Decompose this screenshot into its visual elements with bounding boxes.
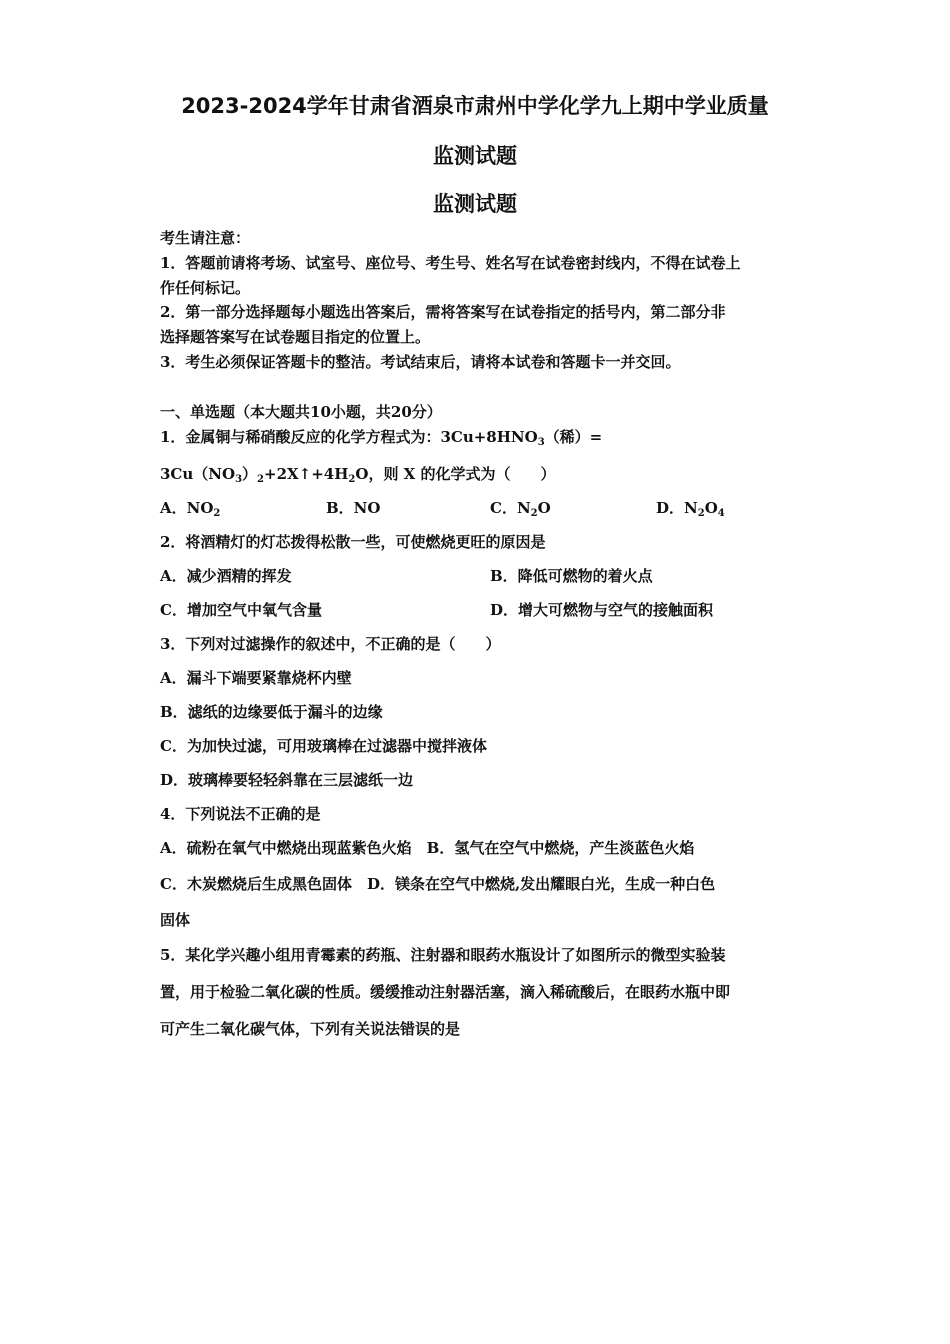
- q4-stem: 4．下列说法不正确的是: [160, 805, 321, 823]
- q3-option-a: A．漏斗下端要紧靠烧杯内壁: [160, 669, 352, 687]
- q1-option-a: A．$NO_2$: [160, 499, 221, 519]
- notice-item-2: 2．第一部分选择题每小题选出答案后，需将答案写在试卷指定的括号内，第二部分非: [160, 303, 726, 321]
- q1-option-b: B．NO: [326, 499, 381, 517]
- q5-stem-line3: 可产生二氧化碳气体，下列有关说法错误的是: [160, 1020, 461, 1038]
- q5-stem-line1: 5．某化学兴趣小组用青霉素的药瓶、注射器和眼药水瓶设计了如图所示的微型实验装: [160, 946, 726, 964]
- q4-options-cd: C．木炭燃烧后生成黑色固体 D．镁条在空气中燃烧,发出耀眼白光，生成一种白色: [160, 875, 716, 893]
- q4-options-ab: A．硫粉在氧气中燃烧出现蓝紫色火焰 B．氢气在空气中燃烧，产生淡蓝色火焰: [160, 839, 695, 857]
- notice-heading: 考生请注意：: [160, 229, 251, 247]
- q1-option-d: D．$N_2O_4$: [656, 499, 725, 519]
- page-subtitle: 监测试题: [433, 192, 517, 216]
- notice-item-2-cont: 选择题答案写在试卷题目指定的位置上。: [160, 328, 431, 346]
- q3-option-d: D．玻璃棒要轻轻斜靠在三层滤纸一边: [160, 771, 414, 789]
- notice-item-1: 1．答题前请将考场、试室号、座位号、考生号、姓名写在试卷密封线内，不得在试卷上: [160, 254, 741, 272]
- section-title: 一、单选题（本大题共10小题，共20分）: [160, 403, 442, 421]
- q2-option-c: C．增加空气中氧气含量: [160, 601, 322, 619]
- page-title-line1: 2023-2024学年甘肃省酒泉市肃州中学化学九上期中学业质量: [181, 94, 769, 118]
- q4-options-cd-cont: 固体: [160, 911, 191, 929]
- q3-stem: 3．下列对过滤操作的叙述中，不正确的是（ ）: [160, 635, 501, 653]
- notice-item-3: 3．考生必须保证答题卡的整洁。考试结束后，请将本试卷和答题卡一并交回。: [160, 353, 681, 371]
- notice-item-1-cont: 作任何标记。: [160, 279, 251, 297]
- q2-option-a: A．减少酒精的挥发: [160, 567, 292, 585]
- q1-option-c: C．$N_2O$: [490, 499, 551, 519]
- q1-stem-line1: 1．金属铜与稀硝酸反应的化学方程式为：$3Cu+8HNO_3$（稀）=: [160, 428, 603, 448]
- q5-stem-line2: 置，用于检验二氧化碳的性质。缓缓推动注射器活塞，滴入稀硫酸后，在眼药水瓶中即: [160, 983, 731, 1001]
- q2-option-d: D．增大可燃物与空气的接触面积: [490, 601, 714, 619]
- q3-option-c: C．为加快过滤，可用玻璃棒在过滤器中搅拌液体: [160, 737, 487, 755]
- q2-option-b: B．降低可燃物的着火点: [490, 567, 653, 585]
- q3-option-b: B．滤纸的边缘要低于漏斗的边缘: [160, 703, 383, 721]
- q1-stem-line2: $3Cu(NO_3)_2+2X↑+4H_2O$，则 X 的化学式为（ ）: [160, 465, 556, 485]
- page-title-line2: 监测试题: [433, 144, 517, 168]
- q2-stem: 2．将酒精灯的灯芯拨得松散一些，可使燃烧更旺的原因是: [160, 533, 546, 551]
